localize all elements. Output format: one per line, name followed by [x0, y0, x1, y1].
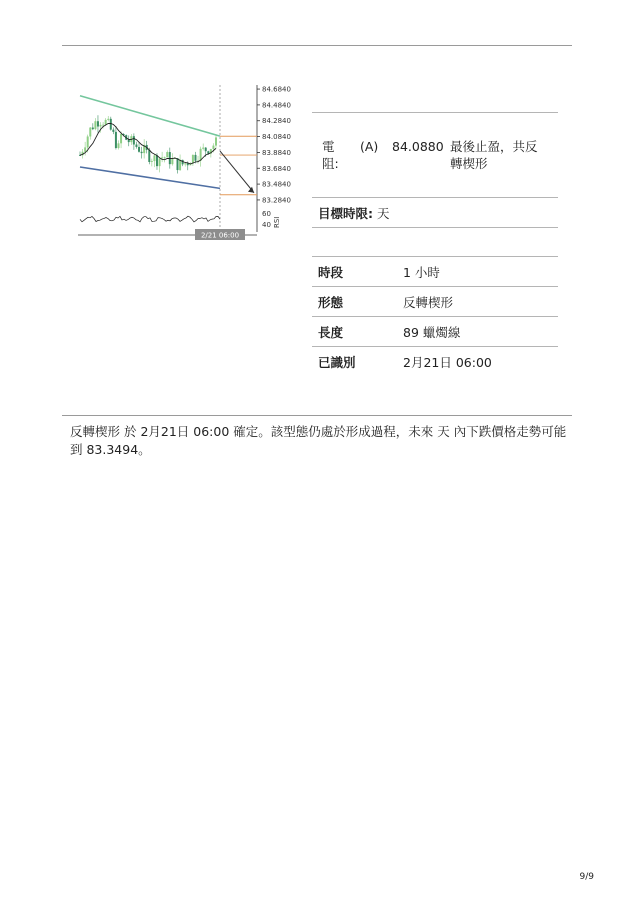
candle-body: [87, 136, 89, 147]
candle-body: [161, 157, 163, 158]
candle-body: [177, 158, 179, 170]
price-tick-label: 84.2840: [262, 117, 291, 126]
target-period: [318, 205, 390, 222]
candle-body: [110, 119, 112, 130]
price-tick-label: 84.4840: [262, 101, 291, 110]
price-tick-label: 84.6840: [262, 85, 291, 94]
candle-body: [120, 134, 122, 143]
row-value: 89 蠟燭線: [403, 325, 461, 340]
candle-body: [215, 137, 217, 145]
price-tick-label: 83.6840: [262, 164, 291, 173]
row-value: 2月21日 06:00: [403, 355, 492, 370]
time-marker-label: 2/21 06:00: [200, 231, 240, 240]
candle-body: [128, 140, 130, 142]
candle-body: [141, 152, 143, 153]
candle-body: [148, 150, 150, 162]
target-label: 目標時限:: [318, 206, 373, 221]
candle-body: [156, 155, 158, 166]
resistance-bottom-line: [312, 197, 558, 198]
candle-body: [202, 148, 204, 149]
price-tick-label: 83.8840: [262, 148, 291, 157]
top-rule: [62, 45, 572, 46]
target-value: 天: [376, 206, 390, 221]
row-value: 1 小時: [403, 265, 440, 280]
rsi-tick-label: 40: [262, 221, 271, 229]
candle-body: [151, 161, 153, 162]
rsi-tick-label: 60: [262, 210, 271, 218]
candle-body: [192, 155, 194, 163]
row-label: 已識別: [318, 355, 356, 370]
candle-body: [166, 152, 168, 157]
candle-body: [179, 160, 181, 170]
pattern-description: 反轉楔形 於 2月21日 06:00 確定。該型態仍處於形成過程，未來 天 內下跌價格走勢可能到 83.3494。: [70, 424, 567, 457]
table-top-line: [312, 256, 558, 257]
row-divider: [312, 286, 558, 287]
row-divider: [312, 316, 558, 317]
candle-body: [94, 121, 96, 129]
resistance-value: 84.0880: [392, 139, 444, 154]
row-label: 長度: [318, 325, 344, 340]
rsi-line: [80, 216, 220, 222]
upper-trendline: [80, 96, 220, 136]
candle-body: [159, 158, 161, 166]
candle-body: [84, 147, 86, 151]
candle-body: [92, 128, 94, 130]
row-divider: [312, 346, 558, 347]
candle-body: [117, 143, 119, 148]
price-tick-label: 83.4840: [262, 180, 291, 189]
candle-body: [97, 121, 99, 126]
row-label: 時段: [318, 265, 344, 280]
projection-arrowhead: [248, 187, 254, 193]
candle-body: [205, 148, 207, 152]
candle-body: [107, 119, 109, 120]
candle-body: [89, 128, 91, 137]
page-number: 9/9: [579, 872, 594, 882]
candle-body: [115, 132, 117, 148]
candle-body: [212, 146, 214, 149]
wedge-chart: [74, 80, 296, 242]
candle-body: [135, 145, 137, 147]
lower-trendline: [80, 167, 220, 188]
resistance-top-line: [312, 112, 558, 113]
candle-body: [112, 130, 114, 132]
projection-arrow-line: [220, 151, 254, 193]
candle-body: [164, 157, 166, 158]
rsi-axis-label: RSI: [273, 216, 281, 228]
candle-body: [184, 163, 186, 164]
candle-body: [102, 125, 104, 126]
row-label: 形態: [318, 295, 344, 310]
candle-body: [133, 136, 135, 144]
resistance-tag: (A): [360, 139, 379, 154]
candle-body: [105, 120, 107, 125]
resistance-desc: 最後止盈，共反轉楔形: [450, 139, 538, 171]
section-rule: [62, 415, 572, 416]
candle-body: [171, 159, 173, 164]
row-value: 反轉楔形: [403, 295, 454, 310]
candle-body: [138, 147, 140, 152]
price-tick-label: 84.0840: [262, 133, 291, 142]
candle-body: [194, 155, 196, 161]
candle-body: [100, 125, 102, 127]
candle-body: [153, 155, 155, 161]
price-tick-label: 83.2840: [262, 196, 291, 205]
resistance-label: 電阻:: [322, 139, 339, 171]
target-bottom-line: [312, 227, 558, 228]
